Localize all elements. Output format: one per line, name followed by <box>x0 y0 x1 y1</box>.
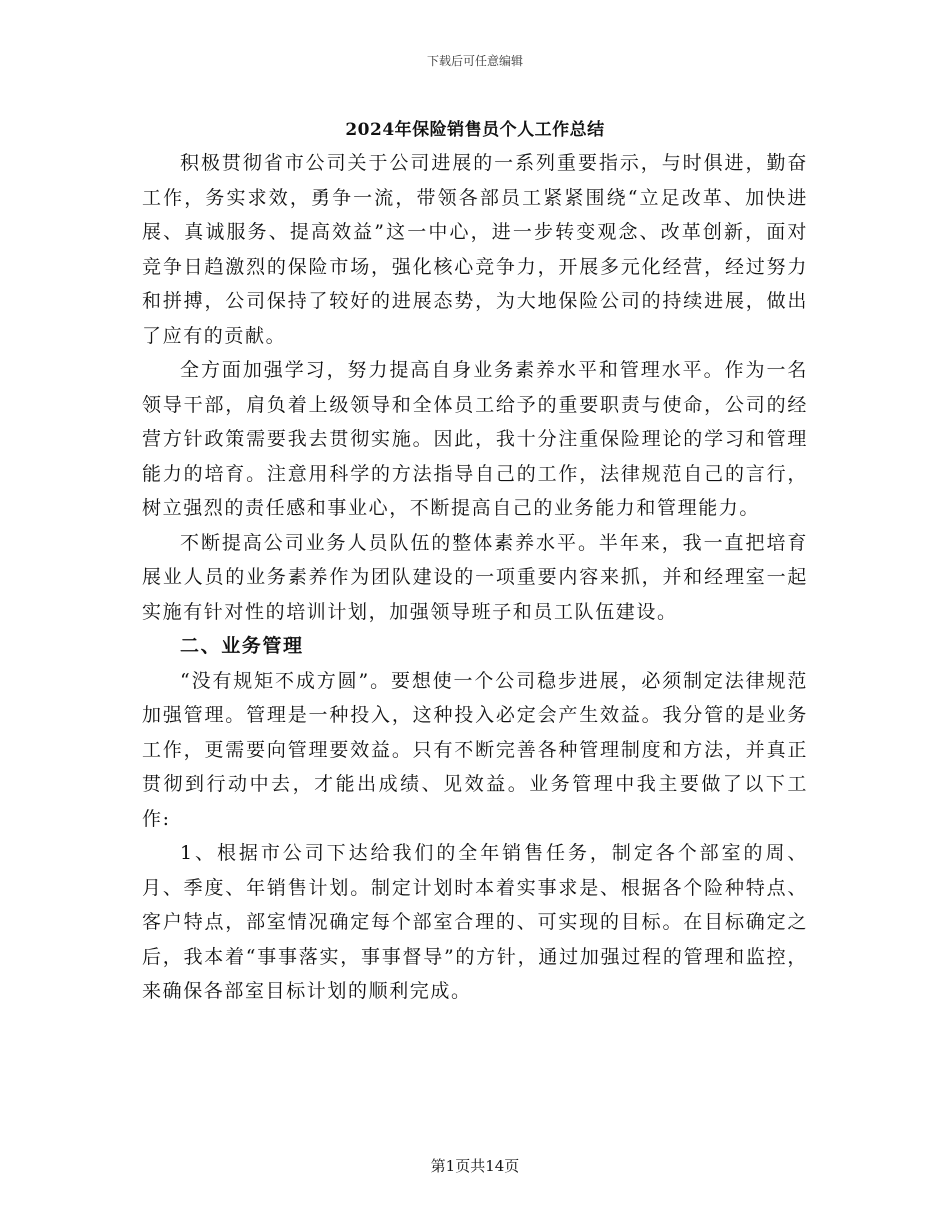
paragraph-study: 全方面加强学习，努力提高自身业务素养水平和管理水平。作为一名领导干部，肩负着上级领导和全体员工给予的重要职责与使命，公司的经营方针政策需要我去贯彻实施。因此，我十分注重保险理论的学习和管理能力的培育。注意用科学的方法指导自己的工作，法律规范自己的言行，树立强烈的责任感和事业心，不断提高自己的业务能力和管理能力。 <box>142 359 808 519</box>
page-header-note: 下载后可任意编辑 <box>426 54 523 68</box>
paragraph-team: 不断提高公司业务人员队伍的整体素养水平。半年来，我一直把培育展业人员的业务素养作为团队建设的一项重要内容来抓，并和经理室一起实施有针对性的培训计划，加强领导班子和员工队伍建设。 <box>142 531 808 623</box>
document-body <box>142 146 808 1009</box>
paragraph-item-1: 1、根据市公司下达给我们的全年销售任务，制定各个部室的周、月、季度、年销售计划。制定计划时本着实事求是、根据各个险种特点、客户特点，部室情况确定每个部室合理的、可实现的目标。在目标确定之后，我本着“事事落实，事事督导”的方针，通过加强过程的管理和监控，来确保各部室目标计划的顺利完成。 <box>142 842 808 1002</box>
paragraph-management: “没有规矩不成方圆”。要想使一个公司稳步进展，必须制定法律规范加强管理。管理是一种投入，这种投入必定会产生效益。我分管的是业务工作，更需要向管理要效益。只有不断完善各种管理制度和方法，并真正贯彻到行动中去，才能出成绩、见效益。业务管理中我主要做了以下工作: <box>142 669 808 830</box>
paragraph-intro: 积极贯彻省市公司关于公司进展的一系列重要指示，与时俱进，勤奋工作，务实求效，勇争一流，带领各部员工紧紧围绕“立足改革、加快进展、真诚服务、提高效益”这一中心，进一步转变观念、改革创新，面对竞争日趋激烈的保险市场，强化核心竞争力，开展多元化经营，经过努力和拼搏，公司保持了较好的进展态势，为大地保险公司的持续进展，做出了应有的贡献。 <box>142 152 808 347</box>
document-title: 2024年保险销售员个人工作总结 <box>345 120 605 140</box>
page-footer-number: 第1页共14页 <box>430 1157 520 1175</box>
section-heading: 二、业务管理 <box>180 635 304 657</box>
